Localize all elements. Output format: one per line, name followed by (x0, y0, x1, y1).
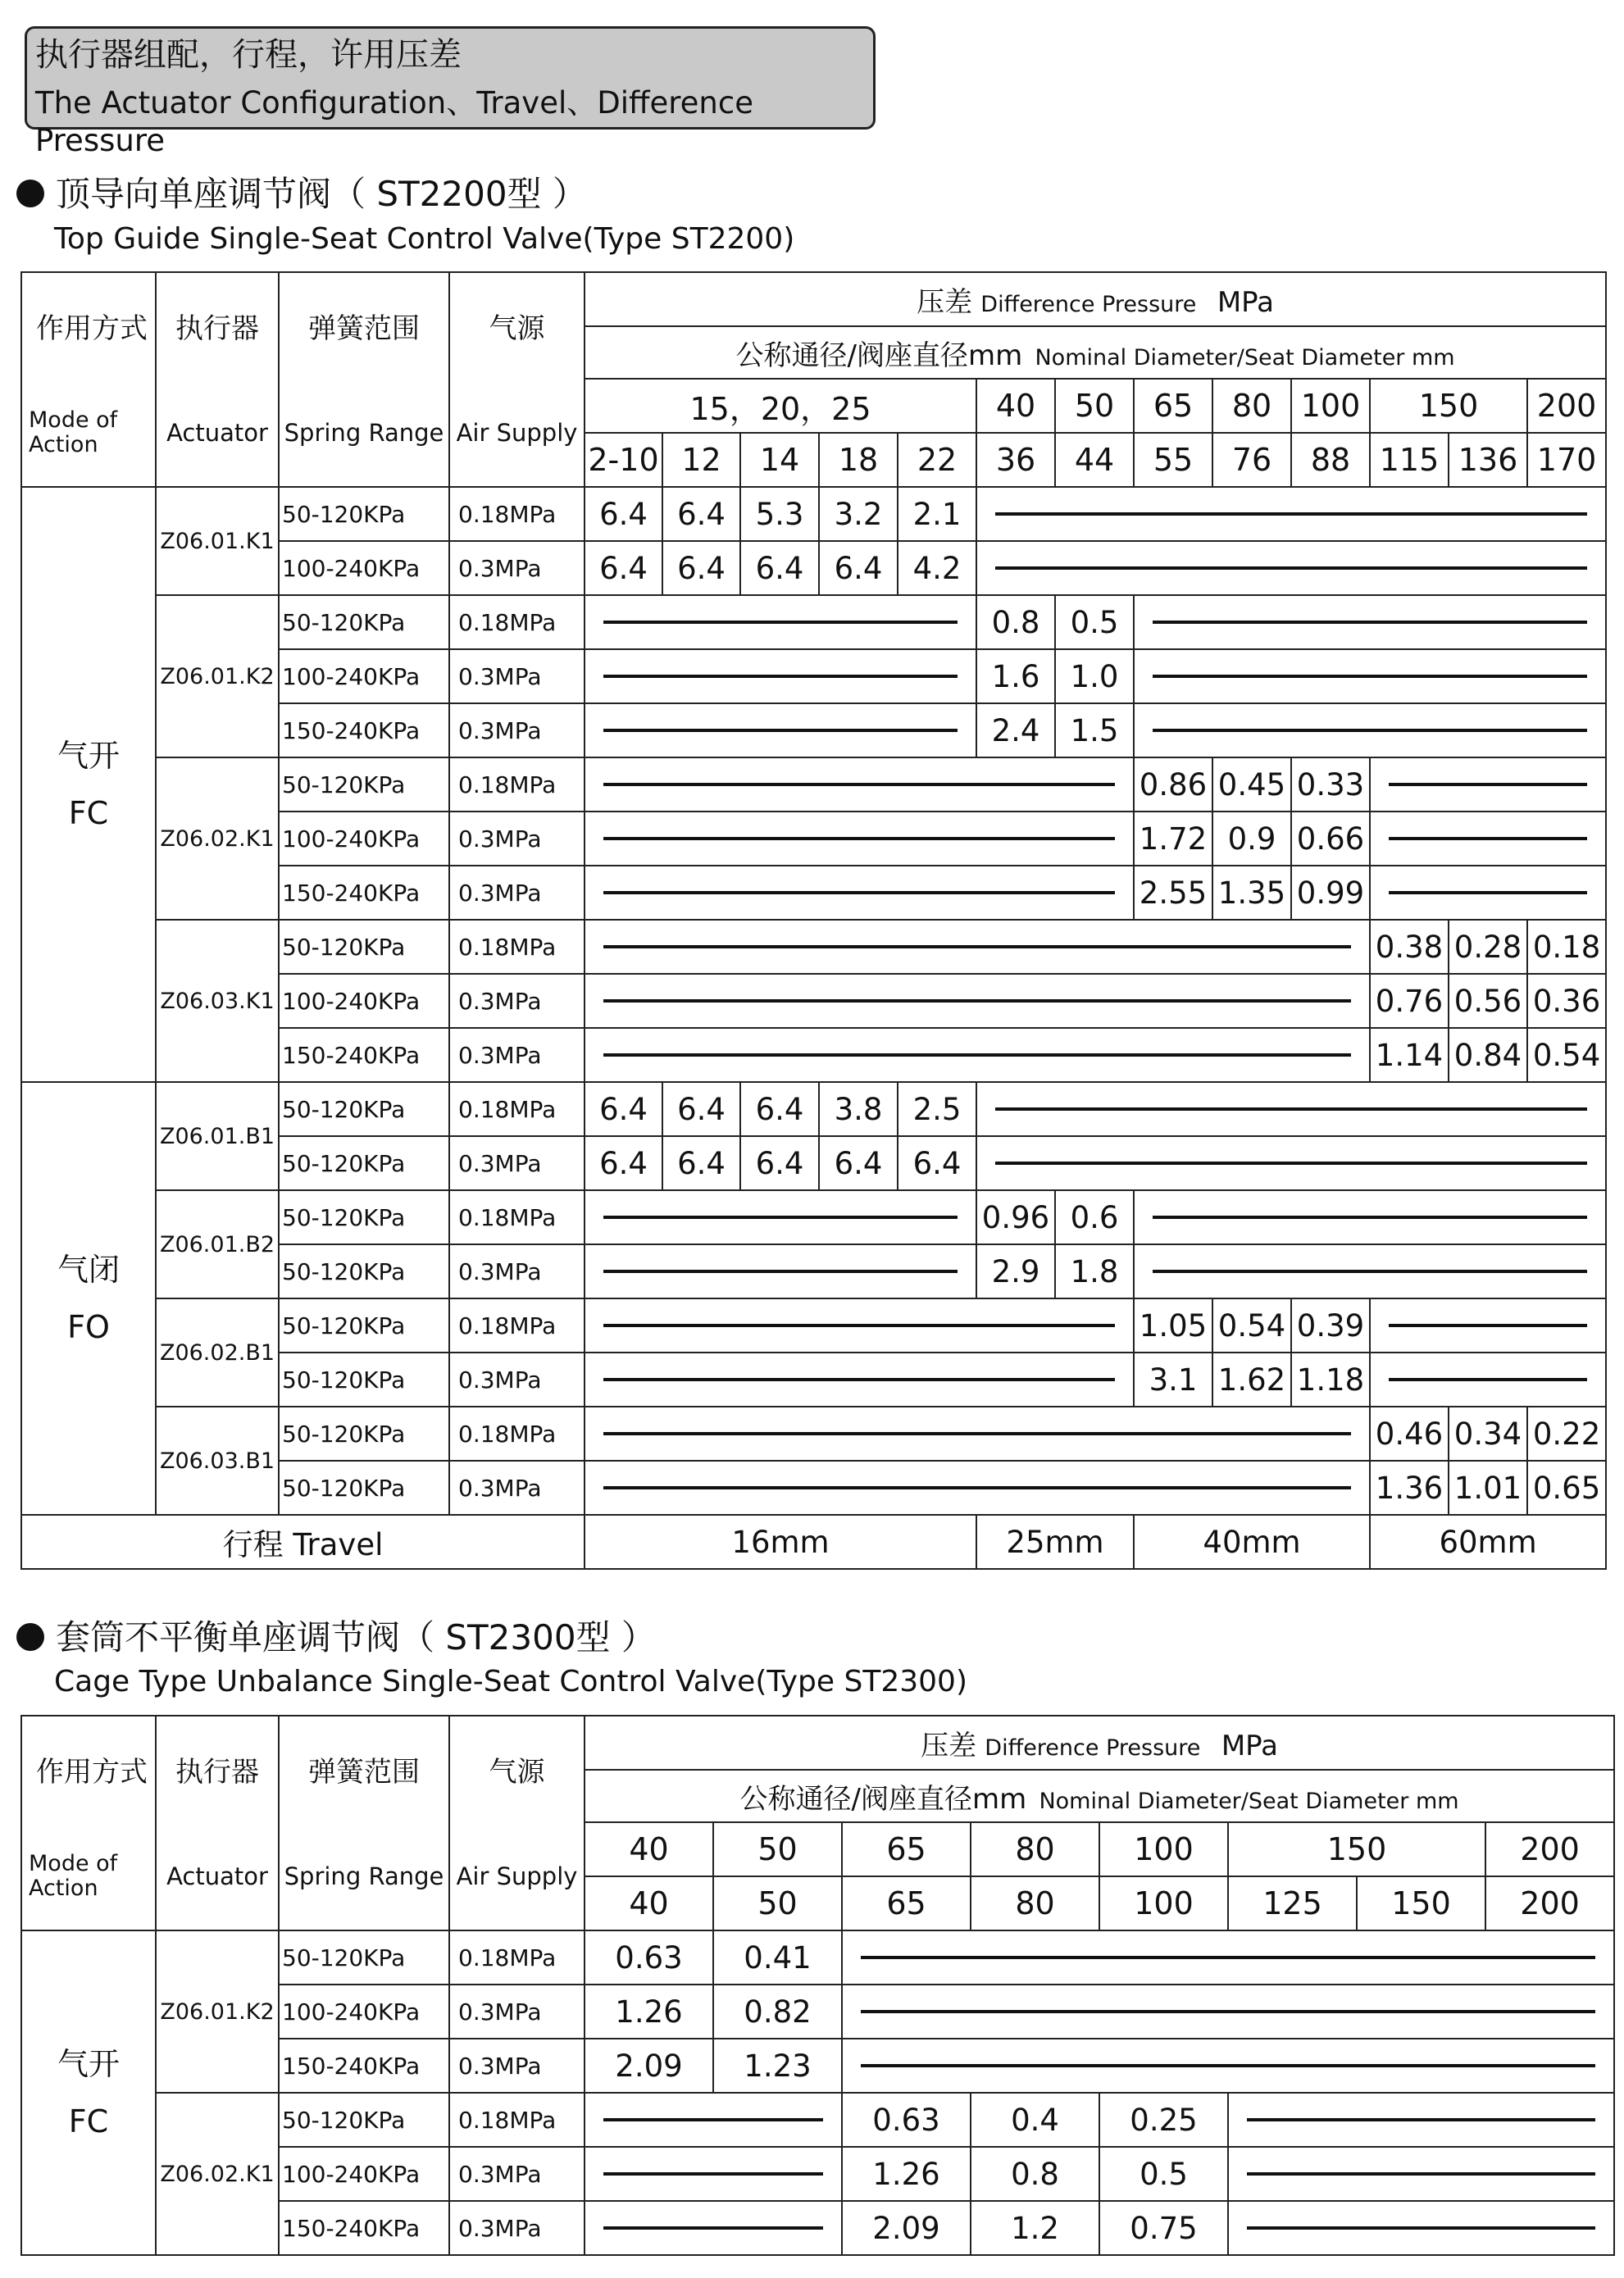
pressure-value: 0.9 (1212, 812, 1291, 866)
mode-header: 作用方式 (21, 272, 156, 379)
spring-range-cell: 100-240KPa (279, 812, 449, 866)
not-applicable-dash (585, 1028, 1370, 1082)
pressure-value: 1.6 (976, 649, 1055, 703)
pressure-value: 0.34 (1449, 1407, 1527, 1461)
table-row (21, 920, 1606, 974)
dp-header: 压差 Difference Pressure MPa (585, 1716, 1614, 1770)
pressure-value: 0.54 (1212, 1298, 1291, 1353)
pressure-value: 0.5 (1055, 595, 1134, 649)
air-supply-cell: 0.18MPa (449, 1298, 585, 1353)
pressure-value: 0.6 (1055, 1190, 1134, 1244)
nominal-40: 40 (976, 379, 1055, 433)
pressure-value: 6.4 (585, 1082, 662, 1136)
air-supply-cell: 0.3MPa (449, 1985, 585, 2039)
nominal-100: 100 (1099, 1822, 1228, 1876)
spring-header-en: Spring Range (279, 1822, 449, 1930)
not-applicable-dash (585, 1407, 1370, 1461)
actuator-cell: Z06.02.B1 (156, 1298, 279, 1407)
not-applicable-dash (1134, 1190, 1606, 1244)
pressure-value: 0.65 (1527, 1461, 1606, 1515)
pressure-value: 0.4 (971, 2093, 1099, 2147)
pressure-value: 3.2 (819, 487, 898, 541)
spring-range-cell: 100-240KPa (279, 1985, 449, 2039)
mode-fo: 气闭 FO (21, 1082, 156, 1515)
actuator-cell: Z06.01.B1 (156, 1082, 279, 1190)
air-supply-cell: 0.18MPa (449, 595, 585, 649)
travel-value: 16mm (585, 1515, 976, 1569)
not-applicable-dash (976, 1136, 1606, 1190)
dp-header: 压差 Difference Pressure MPa (585, 272, 1606, 326)
spring-range-cell: 100-240KPa (279, 541, 449, 595)
actuator-cell: Z06.03.K1 (156, 920, 279, 1082)
pressure-value: 1.14 (1370, 1028, 1449, 1082)
pressure-value: 4.2 (898, 541, 976, 595)
not-applicable-dash (585, 757, 1134, 812)
seat-2-10: 2-10 (585, 433, 662, 487)
air-supply-cell: 0.18MPa (449, 2093, 585, 2147)
not-applicable-dash (1134, 649, 1606, 703)
pressure-value: 6.4 (662, 541, 740, 595)
not-applicable-dash (585, 1353, 1134, 1407)
pressure-value: 6.4 (819, 541, 898, 595)
pressure-value: 1.5 (1055, 703, 1134, 757)
pressure-value: 0.18 (1527, 920, 1606, 974)
not-applicable-dash (585, 2147, 842, 2201)
seat-100: 100 (1099, 1876, 1228, 1930)
pressure-value: 6.4 (662, 1136, 740, 1190)
actuator-cell: Z06.01.K2 (156, 1930, 279, 2093)
not-applicable-dash (1134, 1244, 1606, 1298)
spring-range-cell: 50-120KPa (279, 595, 449, 649)
not-applicable-dash (585, 1190, 976, 1244)
not-applicable-dash (1228, 2201, 1614, 2255)
nominal-50: 50 (1055, 379, 1134, 433)
spring-range-cell: 150-240KPa (279, 2039, 449, 2093)
pressure-value: 1.2 (971, 2201, 1099, 2255)
pressure-value: 0.54 (1527, 1028, 1606, 1082)
pressure-value: 1.18 (1291, 1353, 1370, 1407)
travel-row (21, 1515, 1606, 1569)
nominal-65: 65 (842, 1822, 971, 1876)
pressure-value: 6.4 (585, 487, 662, 541)
pressure-value: 0.36 (1527, 974, 1606, 1028)
header-title-cn: 执行器组配，行程，许用压差 (35, 36, 462, 74)
spring-range-cell: 150-240KPa (279, 2201, 449, 2255)
pressure-value: 1.26 (842, 2147, 971, 2201)
spring-range-cell: 50-120KPa (279, 1930, 449, 1985)
pressure-value: 5.3 (740, 487, 819, 541)
pressure-value: 6.4 (819, 1136, 898, 1190)
pressure-value: 0.38 (1370, 920, 1449, 974)
air-header-en: Air Supply (449, 379, 585, 487)
pressure-value: 0.75 (1099, 2201, 1228, 2255)
not-applicable-dash (1370, 812, 1606, 866)
air-supply-cell: 0.3MPa (449, 703, 585, 757)
seat-200: 200 (1485, 1876, 1614, 1930)
pressure-value: 1.36 (1370, 1461, 1449, 1515)
not-applicable-dash (1228, 2147, 1614, 2201)
not-applicable-dash (585, 866, 1134, 920)
pressure-value: 2.1 (898, 487, 976, 541)
pressure-value: 0.56 (1449, 974, 1527, 1028)
nominal-100: 100 (1291, 379, 1370, 433)
actuator-header: 执行器 (156, 1716, 279, 1822)
pressure-value: 2.09 (842, 2201, 971, 2255)
mode-header: 作用方式 (21, 1716, 156, 1822)
pressure-value: 6.4 (585, 1136, 662, 1190)
mode-fc: 气开 FC (21, 1930, 156, 2255)
nominal-40: 40 (585, 1822, 713, 1876)
pressure-value: 2.4 (976, 703, 1055, 757)
pressure-value: 2.09 (585, 2039, 713, 2093)
pressure-value: 0.63 (842, 2093, 971, 2147)
seat-12: 12 (662, 433, 740, 487)
not-applicable-dash (842, 1985, 1614, 2039)
air-supply-cell: 0.3MPa (449, 1136, 585, 1190)
nominal-200: 200 (1527, 379, 1606, 433)
pressure-value: 6.4 (662, 1082, 740, 1136)
spring-range-cell: 50-120KPa (279, 1298, 449, 1353)
spring-range-cell: 100-240KPa (279, 974, 449, 1028)
nominal-header: 公称通径/阀座直径mm Nominal Diameter/Seat Diameter mm (585, 326, 1606, 379)
not-applicable-dash (1228, 2093, 1614, 2147)
pressure-value: 6.4 (585, 541, 662, 595)
pressure-value: 0.22 (1527, 1407, 1606, 1461)
spring-range-cell: 50-120KPa (279, 1136, 449, 1190)
mode-fc: 气开 FC (21, 487, 156, 1082)
nominal-65: 65 (1134, 379, 1212, 433)
section2-subtitle: Cage Type Unbalance Single-Seat Control Valve(Type ST2300) (54, 1665, 967, 1698)
pressure-value: 6.4 (740, 1136, 819, 1190)
spring-header: 弹簧范围 (279, 272, 449, 379)
air-supply-cell: 0.3MPa (449, 2201, 585, 2255)
nominal-50: 50 (713, 1822, 842, 1876)
table-row (21, 2093, 1614, 2147)
table-row (21, 757, 1606, 812)
table-row (21, 1082, 1606, 1136)
nominal-15-20-25: 15，20，25 (585, 379, 976, 433)
seat-36: 36 (976, 433, 1055, 487)
spring-range-cell: 150-240KPa (279, 1028, 449, 1082)
not-applicable-dash (585, 812, 1134, 866)
spring-range-cell: 50-120KPa (279, 757, 449, 812)
seat-40: 40 (585, 1876, 713, 1930)
spring-range-cell: 50-120KPa (279, 2093, 449, 2147)
section1-title: 顶导向单座调节阀（ ST2200型 ） (16, 174, 587, 215)
seat-76: 76 (1212, 433, 1291, 487)
seat-44: 44 (1055, 433, 1134, 487)
pressure-value: 6.4 (740, 541, 819, 595)
nominal-header: 公称通径/阀座直径mm Nominal Diameter/Seat Diameter mm (585, 1770, 1614, 1822)
pressure-value: 0.99 (1291, 866, 1370, 920)
table-row (21, 1190, 1606, 1244)
air-header: 气源 (449, 1716, 585, 1822)
air-header: 气源 (449, 272, 585, 379)
table-row (21, 1298, 1606, 1353)
nominal-150: 150 (1228, 1822, 1485, 1876)
not-applicable-dash (976, 487, 1606, 541)
mode-header-en: Mode of Action (21, 1822, 156, 1930)
air-supply-cell: 0.18MPa (449, 757, 585, 812)
not-applicable-dash (585, 649, 976, 703)
air-supply-cell: 0.3MPa (449, 1244, 585, 1298)
travel-value: 25mm (976, 1515, 1134, 1569)
air-supply-cell: 0.18MPa (449, 1190, 585, 1244)
nominal-150: 150 (1370, 379, 1527, 433)
pressure-value: 1.62 (1212, 1353, 1291, 1407)
air-supply-cell: 0.3MPa (449, 541, 585, 595)
air-supply-cell: 0.18MPa (449, 920, 585, 974)
actuator-cell: Z06.01.K1 (156, 487, 279, 595)
not-applicable-dash (585, 1298, 1134, 1353)
not-applicable-dash (585, 974, 1370, 1028)
not-applicable-dash (585, 2093, 842, 2147)
air-supply-cell: 0.3MPa (449, 1028, 585, 1082)
pressure-value: 6.4 (740, 1082, 819, 1136)
pressure-value: 0.46 (1370, 1407, 1449, 1461)
air-supply-cell: 0.3MPa (449, 1461, 585, 1515)
pressure-value: 0.41 (713, 1930, 842, 1985)
pressure-value: 0.84 (1449, 1028, 1527, 1082)
pressure-value: 2.9 (976, 1244, 1055, 1298)
section2-title: 套筒不平衡单座调节阀（ ST2300型 ） (16, 1617, 656, 1658)
not-applicable-dash (585, 1244, 976, 1298)
air-supply-cell: 0.18MPa (449, 1407, 585, 1461)
seat-50: 50 (713, 1876, 842, 1930)
not-applicable-dash (1370, 757, 1606, 812)
pressure-value: 0.8 (976, 595, 1055, 649)
pressure-value: 0.63 (585, 1930, 713, 1985)
air-supply-cell: 0.3MPa (449, 866, 585, 920)
bullet-icon (16, 1623, 44, 1651)
st2200-table (20, 271, 1607, 1570)
not-applicable-dash (1134, 703, 1606, 757)
spring-range-cell: 50-120KPa (279, 487, 449, 541)
seat-136: 136 (1449, 433, 1527, 487)
air-supply-cell: 0.3MPa (449, 2147, 585, 2201)
actuator-header-en: Actuator (156, 1822, 279, 1930)
table-row (21, 487, 1606, 541)
seat-18: 18 (819, 433, 898, 487)
travel-value: 60mm (1370, 1515, 1606, 1569)
actuator-cell: Z06.01.B2 (156, 1190, 279, 1298)
spring-range-cell: 50-120KPa (279, 1082, 449, 1136)
nominal-80: 80 (1212, 379, 1291, 433)
pressure-value: 0.45 (1212, 757, 1291, 812)
pressure-value: 6.4 (898, 1136, 976, 1190)
seat-22: 22 (898, 433, 976, 487)
pressure-value: 1.05 (1134, 1298, 1212, 1353)
pressure-value: 1.0 (1055, 649, 1134, 703)
not-applicable-dash (585, 1461, 1370, 1515)
seat-55: 55 (1134, 433, 1212, 487)
spring-range-cell: 50-120KPa (279, 1407, 449, 1461)
air-supply-cell: 0.18MPa (449, 487, 585, 541)
not-applicable-dash (1370, 1353, 1606, 1407)
not-applicable-dash (1370, 1298, 1606, 1353)
air-supply-cell: 0.18MPa (449, 1082, 585, 1136)
not-applicable-dash (842, 1930, 1614, 1985)
header-title-en: The Actuator Configuration、Travel、Difference Pressure (35, 85, 753, 158)
pressure-value: 1.35 (1212, 866, 1291, 920)
pressure-value: 0.39 (1291, 1298, 1370, 1353)
pressure-value: 1.01 (1449, 1461, 1527, 1515)
nominal-200: 200 (1485, 1822, 1614, 1876)
travel-label: 行程 Travel (21, 1515, 585, 1569)
not-applicable-dash (1134, 595, 1606, 649)
seat-170: 170 (1527, 433, 1606, 487)
spring-range-cell: 100-240KPa (279, 2147, 449, 2201)
seat-14: 14 (740, 433, 819, 487)
pressure-value: 0.76 (1370, 974, 1449, 1028)
pressure-value: 0.86 (1134, 757, 1212, 812)
not-applicable-dash (976, 1082, 1606, 1136)
pressure-value: 0.5 (1099, 2147, 1228, 2201)
seat-150: 150 (1357, 1876, 1485, 1930)
table-row (21, 1930, 1614, 1985)
pressure-value: 3.8 (819, 1082, 898, 1136)
travel-value: 40mm (1134, 1515, 1370, 1569)
spring-range-cell: 150-240KPa (279, 703, 449, 757)
not-applicable-dash (585, 2201, 842, 2255)
seat-125: 125 (1228, 1876, 1357, 1930)
pressure-value: 0.82 (713, 1985, 842, 2039)
not-applicable-dash (585, 920, 1370, 974)
not-applicable-dash (842, 2039, 1614, 2093)
mode-header-en: Mode of Action (21, 379, 156, 487)
nominal-80: 80 (971, 1822, 1099, 1876)
spring-range-cell: 50-120KPa (279, 1190, 449, 1244)
pressure-value: 0.96 (976, 1190, 1055, 1244)
pressure-value: 1.72 (1134, 812, 1212, 866)
spring-range-cell: 50-120KPa (279, 1461, 449, 1515)
actuator-header: 执行器 (156, 272, 279, 379)
spring-range-cell: 50-120KPa (279, 1244, 449, 1298)
pressure-value: 0.8 (971, 2147, 1099, 2201)
pressure-value: 1.23 (713, 2039, 842, 2093)
seat-88: 88 (1291, 433, 1370, 487)
pressure-value: 1.26 (585, 1985, 713, 2039)
pressure-value: 3.1 (1134, 1353, 1212, 1407)
pressure-value: 0.25 (1099, 2093, 1228, 2147)
air-header-en: Air Supply (449, 1822, 585, 1930)
seat-65: 65 (842, 1876, 971, 1930)
pressure-value: 2.5 (898, 1082, 976, 1136)
spring-range-cell: 50-120KPa (279, 1353, 449, 1407)
air-supply-cell: 0.3MPa (449, 974, 585, 1028)
not-applicable-dash (585, 703, 976, 757)
actuator-cell: Z06.02.K1 (156, 2093, 279, 2255)
bullet-icon (16, 180, 44, 207)
st2300-table (20, 1715, 1615, 2256)
pressure-value: 0.28 (1449, 920, 1527, 974)
actuator-cell: Z06.02.K1 (156, 757, 279, 920)
actuator-cell: Z06.01.K2 (156, 595, 279, 757)
pressure-value: 2.55 (1134, 866, 1212, 920)
spring-range-cell: 50-120KPa (279, 920, 449, 974)
air-supply-cell: 0.3MPa (449, 2039, 585, 2093)
air-supply-cell: 0.3MPa (449, 812, 585, 866)
pressure-value: 0.66 (1291, 812, 1370, 866)
pressure-value: 1.8 (1055, 1244, 1134, 1298)
seat-80: 80 (971, 1876, 1099, 1930)
actuator-header-en: Actuator (156, 379, 279, 487)
pressure-value: 6.4 (662, 487, 740, 541)
spring-range-cell: 100-240KPa (279, 649, 449, 703)
air-supply-cell: 0.3MPa (449, 1353, 585, 1407)
pressure-value: 0.33 (1291, 757, 1370, 812)
air-supply-cell: 0.3MPa (449, 649, 585, 703)
header-box (25, 26, 876, 158)
spring-range-cell: 150-240KPa (279, 866, 449, 920)
seat-115: 115 (1370, 433, 1449, 487)
table-row (21, 1407, 1606, 1461)
air-supply-cell: 0.18MPa (449, 1930, 585, 1985)
not-applicable-dash (585, 595, 976, 649)
actuator-cell: Z06.03.B1 (156, 1407, 279, 1515)
spring-header-en: Spring Range (279, 379, 449, 487)
spring-header: 弹簧范围 (279, 1716, 449, 1822)
table-row (21, 595, 1606, 649)
not-applicable-dash (976, 541, 1606, 595)
not-applicable-dash (1370, 866, 1606, 920)
section1-subtitle: Top Guide Single-Seat Control Valve(Type ST2200) (54, 222, 795, 256)
